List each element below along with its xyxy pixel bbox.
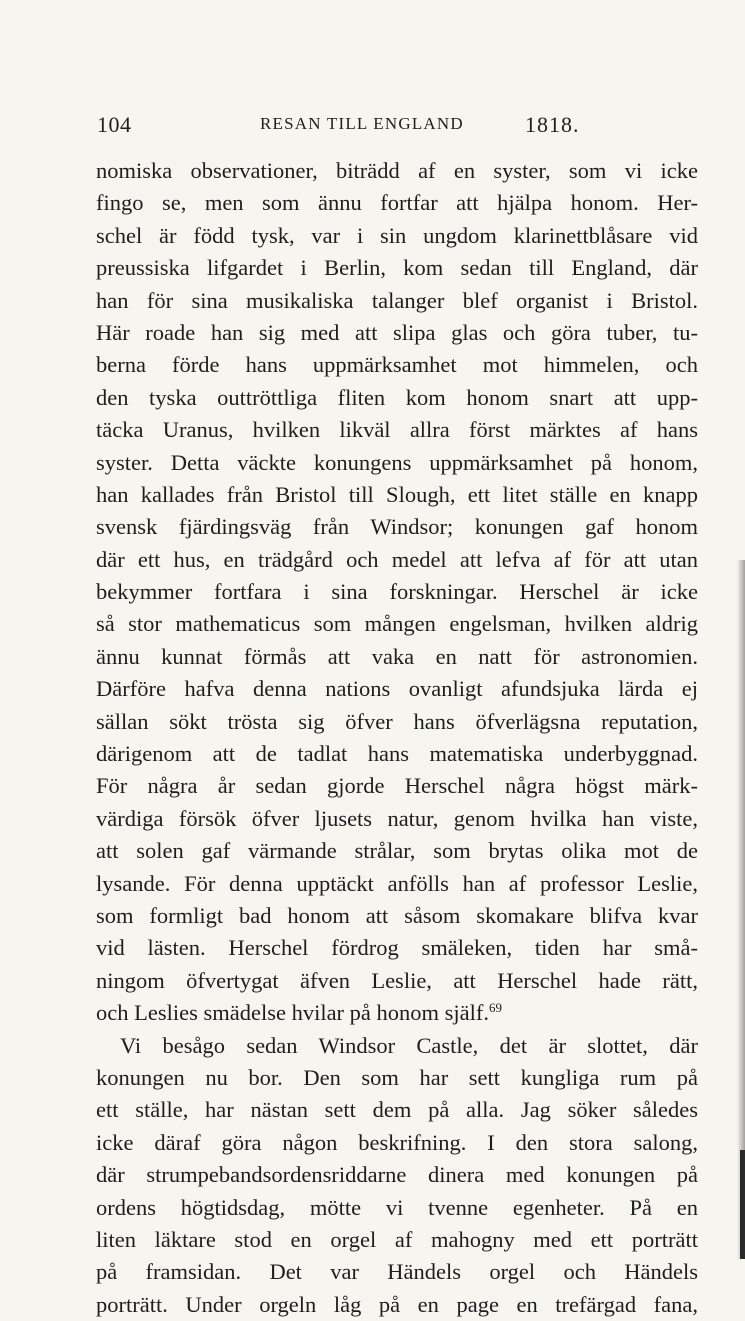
- text-line: lysande. För denna upptäckt anfölls han af professor Leslie,: [96, 870, 698, 896]
- text-line: så stor mathematicus som mången engelsman, hvilken aldrig: [96, 611, 698, 637]
- text-line: och Leslies smädelse hvilar på honom själf.: [96, 1000, 490, 1026]
- text-line: på framsidan. Det var Händels orgel och Händels: [96, 1259, 698, 1285]
- text-line: För några år sedan gjorde Herschel några högst märk-: [96, 773, 698, 799]
- text-line: täcka Uranus, hvilken likväl allra först märktes af hans: [96, 417, 698, 443]
- text-line: bekymmer fortfara i sina forskningar. Herschel är icke: [96, 579, 698, 605]
- text-line: berna förde hans uppmärksamhet mot himmelen, och: [96, 352, 698, 378]
- text-line: vid lästen. Herschel fördrog smäleken, tiden har små-: [96, 935, 698, 961]
- page-edge-mark: [740, 1150, 745, 1259]
- text-line: Vi besågo sedan Windsor Castle, det är slottet, där: [120, 1032, 698, 1058]
- text-line: icke däraf göra någon beskrifning. I den stora salong,: [96, 1129, 698, 1155]
- paragraph-end-line: [96, 997, 698, 1029]
- text-line: syster. Detta väckte konungens uppmärksamhet på honom,: [96, 449, 698, 475]
- text-line: där strumpebandsordensriddarne dinera med konungen på: [96, 1162, 698, 1188]
- text-line: fingo se, men som ännu fortfar att hjälpa honom. Her-: [96, 190, 698, 216]
- text-line: därigenom att de tadlat hans matematiska underbyggnad.: [96, 741, 698, 767]
- page-header: [97, 112, 657, 142]
- text-line: den tyska outtröttliga fliten kom honom snart att upp-: [96, 384, 698, 410]
- text-line: ningom öfvertygat äfven Leslie, att Herschel hade rätt,: [96, 967, 698, 993]
- text-line: preussiska lifgardet i Berlin, kom sedan till England, där: [96, 255, 698, 281]
- footnote-reference[interactable]: 69: [489, 1000, 503, 1016]
- text-line: ordens högtidsdag, mötte vi tvenne egenheter. På en: [96, 1194, 698, 1220]
- text-line: han för sina musikaliska talanger blef organist i Bristol.: [96, 287, 698, 313]
- text-line: ännu kunnat förmås att vaka en natt för astronomien.: [96, 643, 698, 669]
- text-line: konungen nu bor. Den som har sett kungliga rum på: [96, 1064, 698, 1090]
- text-line: han kallades från Bristol till Slough, ett litet ställe en knapp: [96, 481, 698, 507]
- text-line: där ett hus, en trädgård och medel att lefva af för att utan: [96, 546, 698, 572]
- text-line: porträtt. Under orgeln låg på en page en trefärgad fana,: [96, 1291, 698, 1317]
- text-line: sällan sökt trösta sig öfver hans öfverlägsna reputation,: [96, 708, 698, 734]
- running-head: RESAN TILL ENGLAND: [260, 114, 464, 133]
- running-head-year: 1818.: [525, 112, 580, 137]
- text-line: svensk fjärdingsväg från Windsor; konungen gaf honom: [96, 514, 698, 540]
- text-line: ett ställe, har nästan sett dem på alla. Jag söker således: [96, 1097, 698, 1123]
- page-number: 104: [97, 112, 132, 137]
- text-line: att solen gaf värmande strålar, som brytas olika mot de: [96, 838, 698, 864]
- text-line: liten läktare stod en orgel af mahogny med ett porträtt: [96, 1226, 698, 1252]
- text-line: Därföre hafva denna nations ovanligt afundsjuka lärda ej: [96, 676, 698, 702]
- text-line: Här roade han sig med att slipa glas och göra tuber, tu-: [96, 319, 698, 345]
- text-line: värdiga försök öfver ljusets natur, genom hvilka han viste,: [96, 805, 698, 831]
- text-line: som formligt bad honom att såsom skomakare blifva kvar: [96, 902, 698, 928]
- text-line: nomiska observationer, biträdd af en syster, som vi icke: [96, 158, 698, 183]
- text-line: schel är född tysk, var i sin ungdom klarinettblåsare vid: [96, 222, 698, 248]
- body-text: [96, 155, 698, 1321]
